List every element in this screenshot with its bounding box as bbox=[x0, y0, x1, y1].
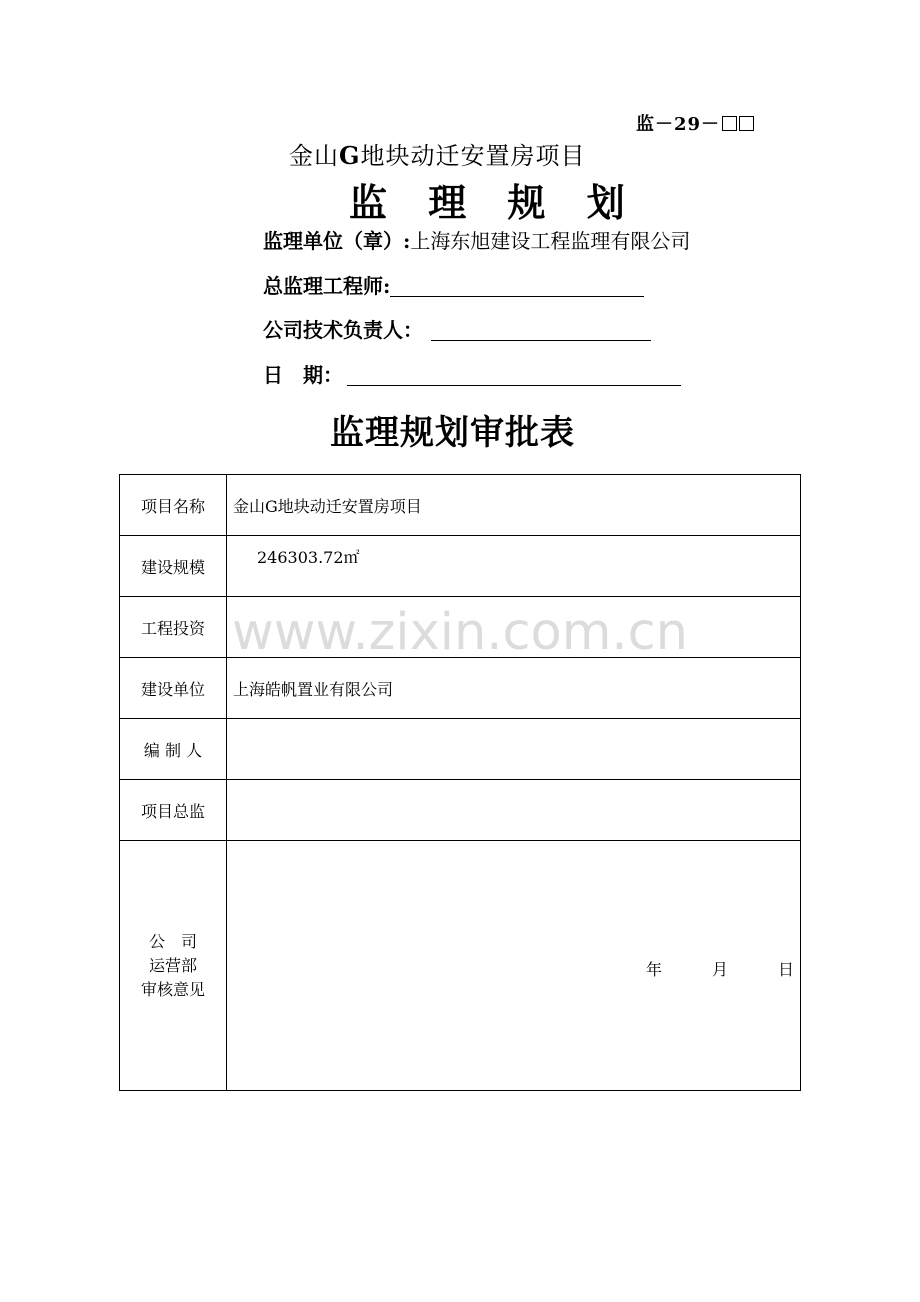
technical-lead-row bbox=[263, 314, 651, 343]
year-label: 年 bbox=[645, 960, 662, 979]
project-chief-value[interactable] bbox=[227, 780, 801, 841]
construction-scale-label: 建设规模 bbox=[120, 536, 227, 597]
checkbox-square-icon bbox=[722, 116, 737, 131]
document-code-text: 监－29－ bbox=[636, 114, 721, 135]
supervision-unit-value: 上海东旭建设工程监理有限公司 bbox=[410, 229, 691, 253]
review-label-line: 运营部 bbox=[148, 955, 197, 975]
table-row bbox=[120, 719, 801, 780]
document-code bbox=[636, 110, 754, 136]
chief-engineer-label: 总监理工程师: bbox=[263, 274, 391, 298]
supervision-unit-label: 监理单位（章）: bbox=[263, 229, 411, 253]
project-title-part: G bbox=[339, 141, 361, 170]
review-date bbox=[233, 957, 800, 980]
construction-scale-cell bbox=[227, 536, 801, 597]
table-row bbox=[120, 658, 801, 719]
technical-lead-label: 公司技术负责人： bbox=[263, 318, 423, 342]
technical-lead-signature-line[interactable] bbox=[431, 320, 651, 341]
investment-label: 工程投资 bbox=[120, 597, 227, 658]
date-label: 日 期： bbox=[263, 363, 343, 387]
table-row bbox=[120, 841, 801, 1091]
project-name-label: 项目名称 bbox=[120, 475, 227, 536]
watermark: www.zixin.com.cn bbox=[232, 603, 688, 662]
review-label-line: 公 司 bbox=[148, 931, 197, 951]
table-row bbox=[120, 536, 801, 597]
table-row bbox=[120, 475, 801, 536]
date-line[interactable] bbox=[347, 365, 681, 386]
approval-table bbox=[119, 474, 801, 1091]
project-title-part: 金山 bbox=[289, 142, 339, 170]
compiler-value[interactable] bbox=[227, 719, 801, 780]
builder-value: 上海皓帆置业有限公司 bbox=[227, 658, 801, 719]
date-row bbox=[263, 359, 681, 388]
project-title-part: 地块动迁安置房项目 bbox=[360, 142, 586, 170]
checkbox-square-icon bbox=[739, 116, 754, 131]
compiler-label: 编 制 人 bbox=[120, 719, 227, 780]
review-label-line: 审核意见 bbox=[140, 979, 205, 999]
project-chief-label: 项目总监 bbox=[120, 780, 227, 841]
project-title bbox=[289, 136, 586, 171]
table-title: 监理规划审批表 bbox=[330, 413, 575, 453]
review-opinion-cell[interactable] bbox=[227, 841, 801, 1091]
builder-label: 建设单位 bbox=[120, 658, 227, 719]
review-opinion-label bbox=[120, 841, 227, 1091]
main-title: 监 理 规 划 bbox=[349, 180, 639, 225]
chief-engineer-signature-line[interactable] bbox=[390, 276, 644, 297]
supervision-unit-row bbox=[263, 225, 690, 254]
project-name-value: 金山G地块动迁安置房项目 bbox=[227, 475, 801, 536]
table-row bbox=[120, 780, 801, 841]
construction-scale-value: 246303.72㎡ bbox=[257, 547, 360, 567]
month-label: 月 bbox=[711, 960, 728, 979]
chief-engineer-row bbox=[263, 270, 644, 299]
day-label: 日 bbox=[777, 960, 794, 979]
